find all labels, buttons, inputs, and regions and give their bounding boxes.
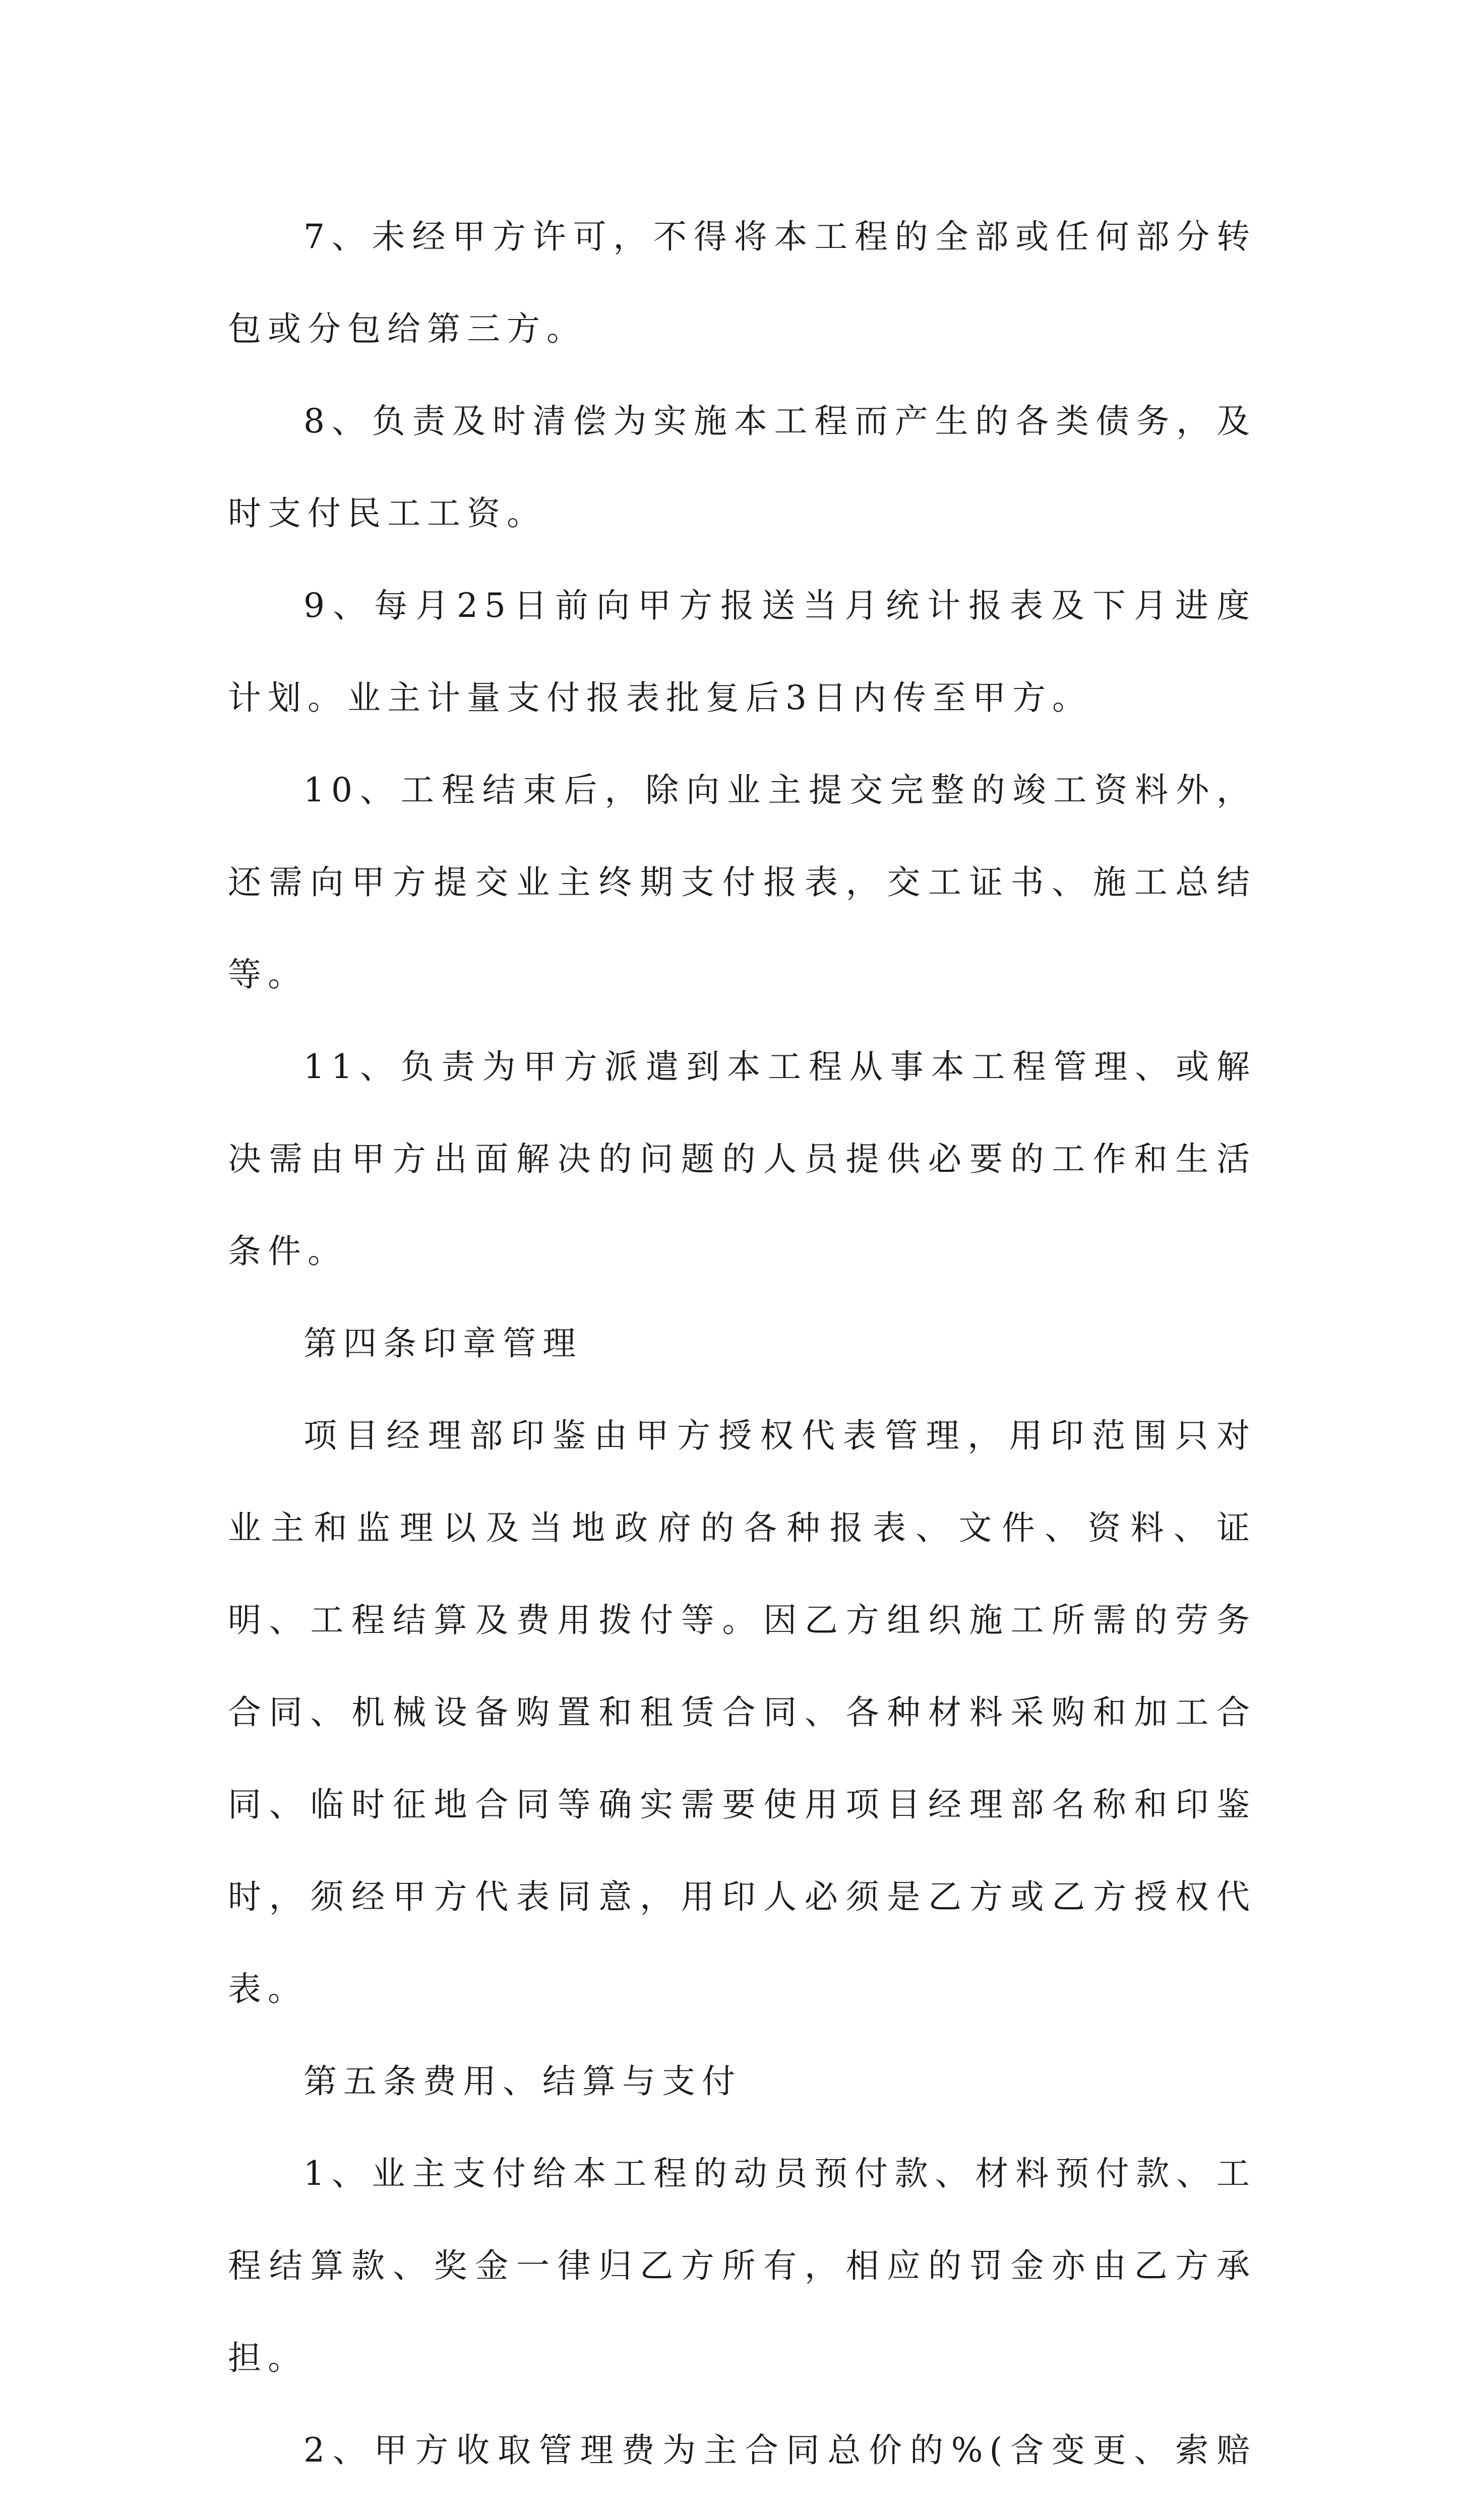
seal-management-paragraph: 项目经理部印鉴由甲方授权代表管理，用印范围只对业主和监理以及当地政府的各种报表、文件、资料、证明、工程结算及费用拨付等。因乙方组织施工所需的劳务合同、机械设备购置和租赁合同、各种材料采购和加工合同、临时征地合同等确实需要使用项目经理部名称和印鉴时，须经甲方代表同意，用印人必须是乙方或乙方授权代表。	[228, 1416, 1256, 2008]
section-heading-article-4: 第四条印章管理	[303, 1324, 582, 1363]
document-body	[228, 191, 1256, 2520]
payment-item-1: 1、业主支付给本工程的动员预付款、材料预付款、工程结算款、奖金一律归乙方所有，相应的罚金亦由乙方承担。	[228, 2154, 1256, 2377]
clause-item-11: 11、负责为甲方派遣到本工程从事本工程管理、或解决需由甲方出面解决的问题的人员提供必要的工作和生活条件。	[228, 1047, 1256, 1271]
clause-item-10: 10、工程结束后，除向业主提交完整的竣工资料外，还需向甲方提交业主终期支付报表，交工证书、施工总结等。	[228, 771, 1256, 994]
payment-item-2: 2、甲方收取管理费为主合同总价的%(含变更、索赔	[303, 2431, 1256, 2470]
clause-item-9: 9、每月25日前向甲方报送当月统计报表及下月进度计划。业主计量支付报表批复后3日内传至甲方。	[228, 586, 1256, 717]
section-heading-article-5: 第五条费用、结算与支付	[303, 2062, 742, 2101]
clause-item-8: 8、负责及时清偿为实施本工程而产生的各类债务，及时支付民工工资。	[228, 402, 1256, 533]
clause-item-7: 7、未经甲方许可，不得将本工程的全部或任何部分转包或分包给第三方。	[228, 217, 1256, 348]
